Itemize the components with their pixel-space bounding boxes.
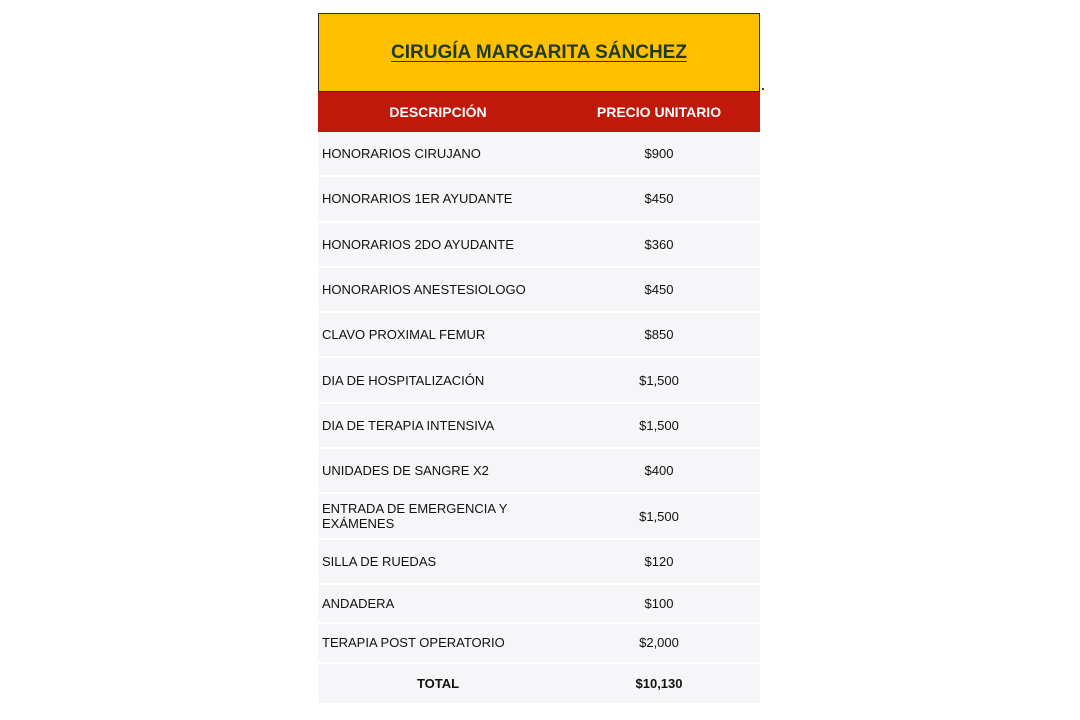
item-price: $450 [644, 191, 674, 207]
item-price: $850 [644, 327, 674, 343]
table-header [318, 92, 760, 132]
table-row [318, 177, 760, 222]
item-price: $2,000 [639, 635, 679, 651]
table-row [318, 223, 760, 268]
item-price: $1,500 [639, 417, 679, 433]
title-cell [318, 13, 760, 92]
table-body [318, 132, 760, 664]
table-row [318, 540, 760, 585]
header-price: PRECIO UNITARIO [596, 104, 722, 120]
header-description: DESCRIPCIÓN [389, 104, 487, 120]
item-description: SILLA DE RUEDAS [322, 553, 437, 569]
table-row [318, 585, 760, 624]
item-description: ENTRADA DE EMERGENCIA Y EXÁMENES [322, 501, 508, 532]
item-description: HONORARIOS CIRUJANO [322, 146, 481, 162]
table-row [318, 132, 760, 177]
item-description: ANDADERA [322, 596, 395, 612]
sheet-title: CIRUGÍA MARGARITA SÁNCHEZ [391, 41, 687, 63]
table-row [318, 494, 760, 539]
item-price: $400 [644, 463, 674, 479]
item-price: $100 [644, 596, 674, 612]
table-row [318, 449, 760, 494]
item-price: $360 [644, 236, 674, 252]
item-description: HONORARIOS 1ER AYUDANTE [322, 191, 513, 207]
item-price: $1,500 [639, 508, 679, 524]
item-description: HONORARIOS ANESTESIOLOGO [322, 282, 526, 298]
item-description: CLAVO PROXIMAL FEMUR [322, 327, 486, 343]
item-price: $900 [644, 146, 674, 162]
item-description: TERAPIA POST OPERATORIO [322, 635, 505, 651]
table-row [318, 624, 760, 663]
price-sheet [318, 13, 760, 703]
table-row [318, 268, 760, 313]
item-description: DIA DE TERAPIA INTENSIVA [322, 417, 495, 433]
table-row [318, 404, 760, 449]
item-description: HONORARIOS 2DO AYUDANTE [322, 236, 514, 252]
table-row [318, 358, 760, 403]
item-description: DIA DE HOSPITALIZACIÓN [322, 372, 485, 388]
table-row [318, 313, 760, 358]
stray-mark [762, 88, 764, 90]
total-row [318, 664, 760, 703]
item-price: $1,500 [639, 372, 679, 388]
item-price: $120 [644, 553, 674, 569]
item-description: UNIDADES DE SANGRE X2 [322, 463, 489, 479]
total-value: $10,130 [635, 675, 683, 691]
item-price: $450 [644, 282, 674, 298]
total-label: TOTAL [416, 675, 460, 691]
